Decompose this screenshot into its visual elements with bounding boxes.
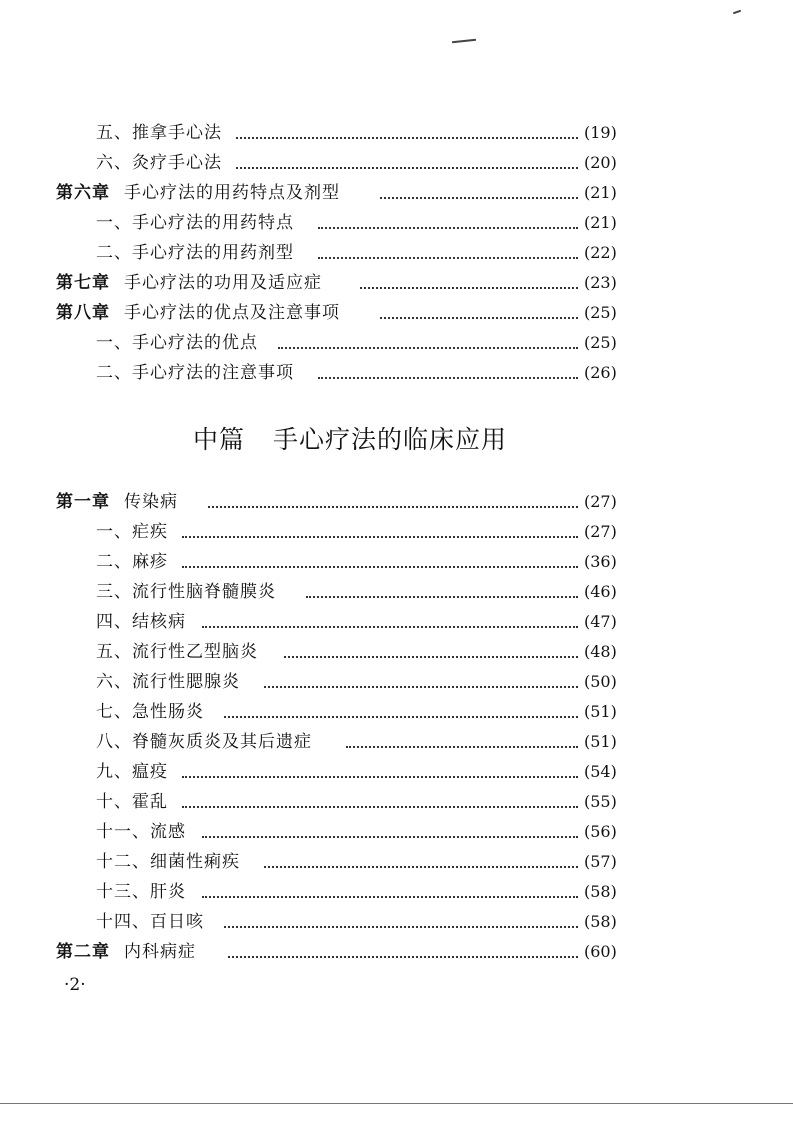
dot-leader — [360, 287, 578, 289]
toc-entry-page: (50) — [584, 672, 617, 691]
toc-entry-polio[interactable] — [0, 727, 793, 757]
bottom-rule — [0, 1103, 793, 1104]
dot-leader — [228, 956, 578, 958]
toc-entry-page: (47) — [584, 612, 617, 631]
dot-leader — [182, 776, 578, 778]
toc-entry-label: 一、手心疗法的用药特点 — [96, 208, 298, 238]
dot-leader — [202, 896, 578, 898]
toc-entry-page: (21) — [584, 213, 617, 232]
dot-leader — [182, 806, 578, 808]
toc-entry-label: 二、麻疹 — [96, 547, 172, 577]
toc-chapter-title — [56, 937, 200, 967]
toc-chapter-2[interactable] — [0, 937, 793, 967]
dot-leader — [236, 167, 578, 169]
toc-entry-precautions[interactable] — [0, 358, 793, 388]
page-number: ·2· — [64, 975, 86, 995]
toc-entry-label: 十三、肝炎 — [96, 877, 190, 907]
dot-leader — [264, 866, 578, 868]
toc-entry-pertussis[interactable] — [0, 907, 793, 937]
toc-entry-page: (58) — [584, 912, 617, 931]
toc-entry-page: (27) — [584, 492, 617, 511]
toc-entry-label: 九、瘟疫 — [96, 757, 172, 787]
toc-entry-page: (25) — [584, 333, 617, 352]
scan-mark-corner — [733, 10, 741, 15]
toc-entry-drug-forms[interactable] — [0, 238, 793, 268]
dot-leader — [278, 347, 578, 349]
dot-leader — [380, 197, 578, 199]
toc-chapter-1[interactable] — [0, 487, 793, 517]
dot-leader — [224, 926, 578, 928]
dot-leader — [208, 506, 578, 508]
toc-entry-page: (51) — [584, 732, 617, 751]
toc-entry-label: 一、疟疾 — [96, 517, 172, 547]
toc-entry-drug-features[interactable] — [0, 208, 793, 238]
toc-entry-label: 六、流行性腮腺炎 — [96, 667, 244, 697]
chapter-name: 传染病 — [124, 492, 178, 512]
toc-entry-page: (20) — [584, 153, 617, 172]
toc-entry-page: (22) — [584, 243, 617, 262]
toc-entry-page: (51) — [584, 702, 617, 721]
toc-entry-label: 十一、流感 — [96, 817, 190, 847]
toc-entry-label: 五、推拿手心法 — [96, 118, 226, 148]
toc-entry-tuberculosis[interactable] — [0, 607, 793, 637]
toc-entry-page: (55) — [584, 792, 617, 811]
toc-chapter-6[interactable] — [0, 178, 793, 208]
dot-leader — [264, 686, 578, 688]
toc-entry-label: 一、手心疗法的优点 — [96, 328, 262, 358]
toc-chapter-title — [56, 487, 182, 517]
dot-leader — [182, 566, 578, 568]
toc-entry-malaria[interactable] — [0, 517, 793, 547]
chapter-name: 手心疗法的用药特点及剂型 — [124, 183, 340, 203]
dot-leader — [380, 317, 578, 319]
toc-entry-label: 二、手心疗法的用药剂型 — [96, 238, 298, 268]
toc-entry-page: (60) — [584, 942, 617, 961]
toc-entry-page: (26) — [584, 363, 617, 382]
toc-entry-label: 二、手心疗法的注意事项 — [96, 358, 298, 388]
section-part: 中篇 — [192, 425, 245, 454]
toc-chapter-7[interactable] — [0, 268, 793, 298]
toc-entry-measles[interactable] — [0, 547, 793, 577]
dot-leader — [318, 377, 578, 379]
toc-chapter-title — [56, 268, 326, 298]
chapter-number: 第八章 — [56, 303, 110, 323]
toc-entry-influenza[interactable] — [0, 817, 793, 847]
toc-entry-page: (23) — [584, 273, 617, 292]
toc-entry-page: (48) — [584, 642, 617, 661]
toc-entry-hepatitis[interactable] — [0, 877, 793, 907]
chapter-name: 手心疗法的功用及适应症 — [124, 273, 322, 293]
toc-entry-page: (46) — [584, 582, 617, 601]
toc-entry-advantages[interactable] — [0, 328, 793, 358]
dot-leader — [346, 746, 578, 748]
dot-leader — [318, 257, 578, 259]
chapter-number: 第一章 — [56, 492, 110, 512]
toc-entry-moxibustion[interactable] — [0, 148, 793, 178]
dot-leader — [318, 227, 578, 229]
toc-entry-page: (54) — [584, 762, 617, 781]
dot-leader — [202, 836, 578, 838]
toc-chapter-8[interactable] — [0, 298, 793, 328]
toc-entry-tuina[interactable] — [0, 118, 793, 148]
toc-entry-label: 七、急性肠炎 — [96, 697, 208, 727]
toc-chapter-title — [56, 298, 344, 328]
scan-mark-top — [452, 39, 476, 43]
toc-entry-mumps[interactable] — [0, 667, 793, 697]
dot-leader — [182, 536, 578, 538]
section-heading — [0, 420, 700, 460]
toc-entry-page: (56) — [584, 822, 617, 841]
chapter-name: 内科病症 — [124, 942, 196, 962]
toc-entry-page: (57) — [584, 852, 617, 871]
toc-entry-label: 六、灸疗手心法 — [96, 148, 226, 178]
dot-leader — [202, 626, 578, 628]
toc-entry-page: (25) — [584, 303, 617, 322]
toc-entry-plague[interactable] — [0, 757, 793, 787]
toc-entry-label: 三、流行性脑脊髓膜炎 — [96, 577, 280, 607]
dot-leader — [284, 656, 578, 658]
toc-entry-page: (27) — [584, 522, 617, 541]
toc-entry-encephalitis-b[interactable] — [0, 637, 793, 667]
toc-entry-label: 十、霍乱 — [96, 787, 172, 817]
section-title: 手心疗法的临床应用 — [273, 425, 508, 454]
chapter-number: 第二章 — [56, 942, 110, 962]
toc-entry-page: (36) — [584, 552, 617, 571]
toc-entry-cholera[interactable] — [0, 787, 793, 817]
chapter-number: 第七章 — [56, 273, 110, 293]
toc-entry-page: (58) — [584, 882, 617, 901]
toc-entry-label: 八、脊髓灰质炎及其后遗症 — [96, 727, 316, 757]
toc-chapter-title — [56, 178, 344, 208]
toc-entry-label: 十二、细菌性痢疾 — [96, 847, 244, 877]
toc-entry-page: (21) — [584, 183, 617, 202]
toc-entry-meningitis[interactable] — [0, 577, 793, 607]
toc-entry-label: 五、流行性乙型脑炎 — [96, 637, 262, 667]
chapter-name: 手心疗法的优点及注意事项 — [124, 303, 340, 323]
toc-entry-dysentery[interactable] — [0, 847, 793, 877]
dot-leader — [306, 596, 578, 598]
chapter-number: 第六章 — [56, 183, 110, 203]
dot-leader — [236, 137, 578, 139]
dot-leader — [224, 716, 578, 718]
toc-entry-page: (19) — [584, 123, 617, 142]
toc-entry-enteritis[interactable] — [0, 697, 793, 727]
toc-entry-label: 四、结核病 — [96, 607, 190, 637]
toc-entry-label: 十四、百日咳 — [96, 907, 208, 937]
